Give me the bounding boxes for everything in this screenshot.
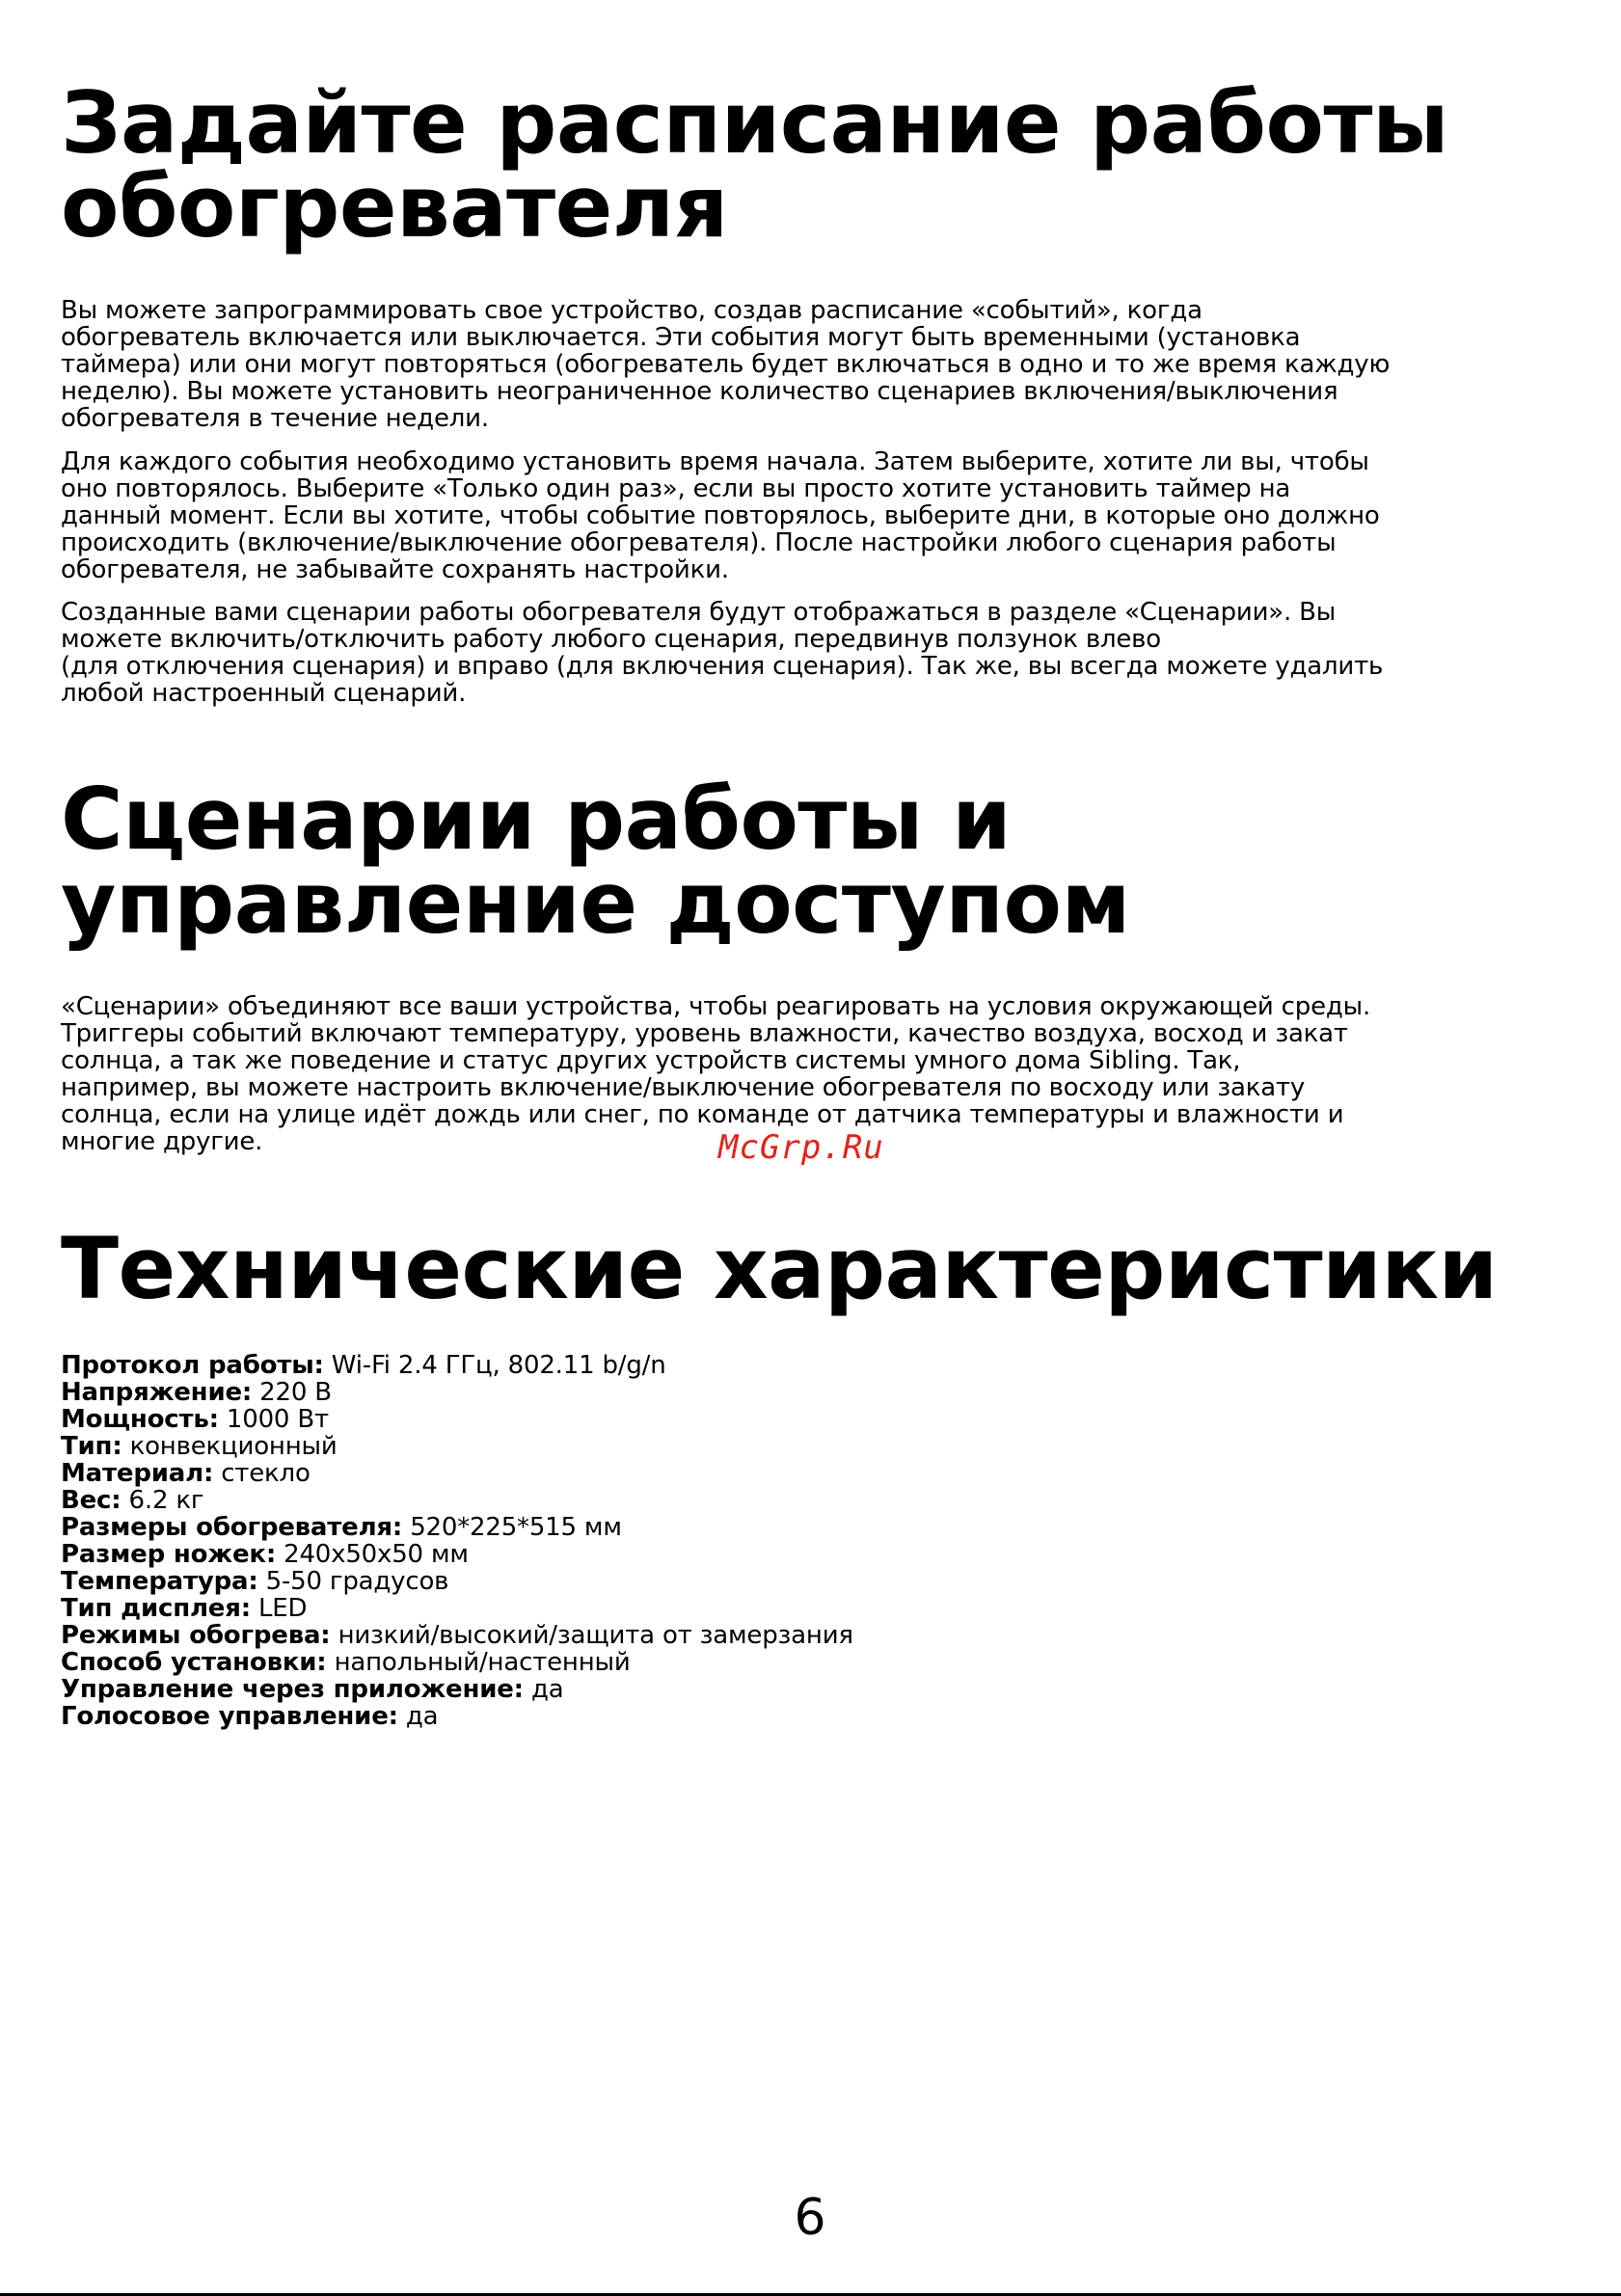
spec-label: Температура: [61, 1567, 258, 1596]
scenarios-heading-line-1: Сценарии работы и [61, 770, 1012, 869]
text-line: например, вы можете настроить включение/выключение обогревателя по восходу или закату [61, 1073, 1306, 1102]
spec-value: 520*225*515 мм [402, 1513, 622, 1542]
spec-label: Мощность: [61, 1405, 219, 1434]
spec-row-legs-size [61, 1541, 1218, 1568]
spec-value: конвекционный [122, 1432, 338, 1461]
schedule-paragraph-2 [61, 448, 1594, 583]
spec-row-voice-control [61, 1703, 1218, 1730]
spec-value: да [523, 1675, 564, 1704]
text-line: можете включить/отключить работу любого сценария, передвинув ползунок влево [61, 625, 1162, 654]
spec-label: Управление через приложение: [61, 1675, 524, 1704]
spec-value: 6.2 кг [121, 1486, 204, 1515]
text-line: (для отключения сценария) и вправо (для включения сценария). Так же, вы всегда можете удалить [61, 652, 1384, 681]
text-line: таймера) или они могут повторяться (обогреватель будет включаться в одно и то же время каждую [61, 350, 1391, 379]
spec-label: Режимы обогрева: [61, 1621, 331, 1650]
spec-value: 220 В [252, 1378, 332, 1407]
spec-row-heating-modes [61, 1622, 1218, 1649]
spec-row-app-control [61, 1676, 1218, 1703]
text-line: оно повторялось. Выберите «Только один раз», если вы просто хотите установить таймер на [61, 474, 1291, 503]
spec-row-temperature [61, 1568, 1218, 1595]
spec-label: Голосовое управление: [61, 1702, 398, 1731]
page-number: 6 [794, 2189, 826, 2247]
spec-row-voltage [61, 1379, 1218, 1406]
spec-label: Напряжение: [61, 1378, 253, 1407]
spec-row-weight [61, 1487, 1218, 1514]
scenarios-heading-line-2: управление доступом [61, 853, 1130, 953]
spec-row-installation [61, 1649, 1218, 1676]
text-line: обогревателя, не забывайте сохранять настройки. [61, 555, 729, 584]
spec-value: низкий/высокий/защита от замерзания [330, 1621, 853, 1650]
text-line: данный момент. Если вы хотите, чтобы событие повторялось, выберите дни, в которые оно должно [61, 501, 1380, 530]
spec-label: Протокол работы: [61, 1351, 324, 1380]
text-line: неделю). Вы можете установить неограниченное количество сценариев включения/выключения [61, 377, 1338, 406]
spec-label: Тип: [61, 1432, 122, 1461]
text-line: Созданные вами сценарии работы обогревателя будут отображаться в разделе «Сценарии». Вы [61, 598, 1337, 627]
schedule-heading [61, 73, 1565, 257]
spec-row-protocol [61, 1352, 1218, 1379]
schedule-heading-line-2: обогревателя [61, 157, 728, 257]
spec-row-display-type [61, 1595, 1218, 1622]
text-line: обогревателя в течение недели. [61, 404, 489, 433]
spec-value: да [397, 1702, 439, 1731]
spec-value: 1000 Вт [218, 1405, 329, 1434]
spec-row-power [61, 1406, 1218, 1433]
spec-label: Размеры обогревателя: [61, 1513, 403, 1542]
spec-value: Wi-Fi 2.4 ГГц, 802.11 b/g/n [323, 1351, 666, 1380]
text-line: происходить (включение/выключение обогревателя). После настройки любого сценария работы [61, 528, 1337, 557]
spec-label: Тип дисплея: [61, 1594, 251, 1623]
spec-value: LED [250, 1594, 308, 1623]
spec-row-type [61, 1433, 1218, 1460]
spec-label: Способ установки: [61, 1648, 327, 1677]
text-line: любой настроенный сценарий. [61, 679, 467, 708]
watermark: McGrp.Ru [718, 1128, 884, 1167]
schedule-paragraph-3 [61, 599, 1594, 707]
text-line: Вы можете запрограммировать свое устройство, создав расписание «событий», когда [61, 296, 1202, 325]
spec-label: Размер ножек: [61, 1540, 277, 1569]
spec-value: 5-50 градусов [257, 1567, 449, 1596]
spec-row-material [61, 1460, 1218, 1487]
specs-list [61, 1352, 1218, 1730]
text-line: многие другие. [61, 1127, 263, 1156]
spec-value: напольный/настенный [326, 1648, 631, 1677]
spec-label: Вес: [61, 1486, 122, 1515]
text-line: солнца, если на улице идёт дождь или снег, по команде от датчика температуры и влажности и [61, 1100, 1344, 1129]
schedule-paragraph-1 [61, 297, 1594, 432]
text-line: Для каждого события необходимо установить время начала. Затем выберите, хотите ли вы, чтобы [61, 447, 1369, 476]
spec-value: стекло [213, 1459, 311, 1488]
schedule-heading-line-1: Задайте расписание работы [61, 73, 1449, 173]
specs-heading: Технические характеристики [61, 1219, 1498, 1318]
text-line: солнца, а так же поведение и статус других устройств системы умного дома Sibling. Так, [61, 1046, 1241, 1075]
spec-value: 240х50х50 мм [276, 1540, 469, 1569]
text-line: Триггеры событий включают температуру, уровень влажности, качество воздуха, восход и закат [61, 1019, 1348, 1048]
scenarios-heading [61, 770, 1565, 953]
text-line: обогреватель включается или выключается. Эти события могут быть временными (установка [61, 323, 1301, 352]
spec-row-heater-size [61, 1514, 1218, 1541]
spec-label: Материал: [61, 1459, 214, 1488]
text-line: «Сценарии» объединяют все ваши устройства, чтобы реагировать на условия окружающей среды. [61, 992, 1371, 1021]
